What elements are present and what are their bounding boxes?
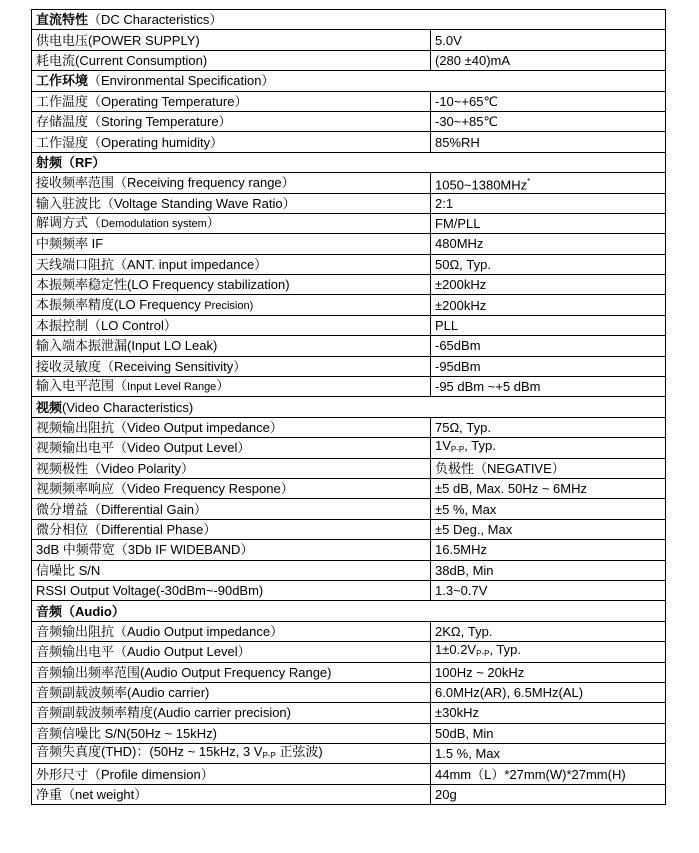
spec-label-text: 输入端本振泄漏(Input LO Leak) bbox=[36, 338, 218, 354]
spec-row bbox=[32, 234, 666, 254]
spec-label-text: 接收灵敏度（Receiving Sensitivity） bbox=[36, 358, 247, 374]
spec-value bbox=[431, 50, 666, 70]
spec-value bbox=[431, 784, 666, 804]
spec-value bbox=[431, 744, 666, 764]
section-title bbox=[32, 601, 666, 621]
spec-label-text: 信噪比 S/N bbox=[36, 562, 101, 578]
spec-row bbox=[32, 356, 666, 376]
spec-value-tail: , Typ. bbox=[464, 438, 496, 454]
spec-label bbox=[32, 234, 431, 254]
spec-label-tail: ） bbox=[206, 215, 220, 231]
section-title-en: (Video Characteristics) bbox=[62, 399, 194, 415]
spec-label-tail: 正弦波) bbox=[275, 744, 323, 760]
spec-value-text: 6.0MHz(AR), 6.5MHz(AL) bbox=[435, 685, 584, 701]
spec-label bbox=[32, 315, 431, 335]
spec-value bbox=[431, 193, 666, 213]
spec-value-text: -10~+65℃ bbox=[435, 93, 499, 109]
spec-value-text: 1±0.2V bbox=[435, 642, 477, 658]
spec-label-text: 微分增益（Differential Gain） bbox=[36, 501, 207, 517]
spec-value bbox=[431, 213, 666, 233]
spec-label-text: 音频输出阻抗（Audio Output impedance） bbox=[36, 623, 284, 639]
section-title-cn: 音频（Audio） bbox=[36, 603, 125, 619]
spec-value bbox=[431, 560, 666, 580]
spec-value-text: 1.5 %, Max bbox=[435, 746, 501, 762]
spec-value-text: 负极性（NEGATIVE） bbox=[435, 460, 565, 476]
spec-label bbox=[32, 417, 431, 437]
spec-row bbox=[32, 744, 666, 764]
spec-row bbox=[32, 91, 666, 111]
spec-value-text: 2:1 bbox=[435, 195, 454, 211]
spec-label bbox=[32, 784, 431, 804]
section-title-cn: 直流特性 bbox=[36, 12, 89, 28]
spec-value-text: -95dBm bbox=[435, 358, 481, 374]
spec-value bbox=[431, 336, 666, 356]
spec-row bbox=[32, 499, 666, 519]
spec-value bbox=[431, 275, 666, 295]
section-title bbox=[32, 10, 666, 30]
spec-value-text: 44mm（L）*27mm(W)*27mm(H) bbox=[435, 766, 626, 782]
spec-label bbox=[32, 377, 431, 397]
spec-value bbox=[431, 662, 666, 682]
spec-row bbox=[32, 50, 666, 70]
spec-label-text: 音频失真度(THD)：(50Hz ~ 15kHz, 3 V bbox=[36, 744, 263, 760]
spec-label-text: 存储温度（Storing Temperature） bbox=[36, 114, 232, 130]
spec-table-body bbox=[32, 10, 666, 805]
spec-label bbox=[32, 132, 431, 152]
spec-row bbox=[32, 621, 666, 641]
spec-value-text: 1050~1380MHz bbox=[435, 176, 528, 192]
spec-value bbox=[431, 478, 666, 498]
spec-label bbox=[32, 662, 431, 682]
section-title-cn: 射频（RF） bbox=[36, 154, 106, 170]
spec-row bbox=[32, 478, 666, 498]
spec-value-text: ±5 Deg., Max bbox=[435, 521, 513, 537]
spec-label bbox=[32, 458, 431, 478]
spec-label bbox=[32, 621, 431, 641]
spec-row bbox=[32, 336, 666, 356]
spec-value bbox=[431, 723, 666, 743]
spec-value-text: -65dBm bbox=[435, 338, 481, 354]
spec-label bbox=[32, 193, 431, 213]
spec-row bbox=[32, 438, 666, 458]
spec-row bbox=[32, 30, 666, 50]
spec-row bbox=[32, 458, 666, 478]
spec-value-text: PLL bbox=[435, 318, 459, 334]
spec-value-text: 5.0V bbox=[435, 32, 462, 48]
spec-row bbox=[32, 642, 666, 662]
spec-value-subscript: P-P bbox=[476, 649, 490, 659]
spec-value bbox=[431, 621, 666, 641]
spec-value-text: 100Hz ~ 20kHz bbox=[435, 664, 525, 680]
spec-value-tail: , Typ. bbox=[489, 642, 522, 658]
spec-row bbox=[32, 315, 666, 335]
spec-value-text: FM/PLL bbox=[435, 216, 481, 232]
spec-label-text: 中频频率 IF bbox=[36, 236, 104, 252]
spec-value bbox=[431, 356, 666, 376]
spec-row bbox=[32, 723, 666, 743]
spec-row bbox=[32, 173, 666, 193]
spec-label-text: 视频频率响应（Video Frequency Respone） bbox=[36, 481, 294, 497]
spec-value bbox=[431, 417, 666, 437]
spec-label-small: Demodulation system bbox=[101, 218, 207, 231]
spec-value bbox=[431, 91, 666, 111]
spec-value-text: (280 ±40)mA bbox=[435, 52, 511, 68]
spec-row bbox=[32, 295, 666, 315]
spec-label bbox=[32, 356, 431, 376]
spec-value bbox=[431, 519, 666, 539]
spec-label bbox=[32, 173, 431, 193]
spec-label bbox=[32, 91, 431, 111]
spec-value-text: ±200kHz bbox=[435, 277, 487, 293]
spec-value-text: 50dB, Min bbox=[435, 725, 494, 741]
spec-label-text: 解调方式（ bbox=[36, 215, 102, 231]
section-title-cn: 工作环境 bbox=[36, 73, 89, 89]
spec-label bbox=[32, 254, 431, 274]
spec-label-text: 天线端口阻抗（ANT. input impedance） bbox=[36, 256, 268, 272]
spec-label-text: 工作湿度（Operating humidity） bbox=[36, 134, 224, 150]
spec-row bbox=[32, 703, 666, 723]
spec-value bbox=[431, 30, 666, 50]
spec-label-text: 净重（net weight） bbox=[36, 787, 148, 803]
spec-label-text: 本振频率精度(LO Frequency bbox=[36, 296, 205, 312]
spec-value-text: 2KΩ, Typ. bbox=[435, 623, 493, 639]
spec-value bbox=[431, 234, 666, 254]
spec-row bbox=[32, 417, 666, 437]
spec-row bbox=[32, 193, 666, 213]
spec-value bbox=[431, 458, 666, 478]
spec-label bbox=[32, 642, 431, 662]
spec-label-text: 耗电流(Current Consumption) bbox=[36, 52, 208, 68]
spec-label-text: 音频副载波频率精度(Audio carrier precision) bbox=[36, 705, 291, 721]
spec-table bbox=[31, 9, 666, 805]
spec-label-text: 音频信噪比 S/N(50Hz ~ 15kHz) bbox=[36, 725, 217, 741]
spec-label bbox=[32, 723, 431, 743]
spec-row bbox=[32, 682, 666, 702]
spec-value bbox=[431, 580, 666, 600]
spec-value-text: 20g bbox=[435, 787, 457, 803]
spec-label-text: 工作温度（Operating Temperature） bbox=[36, 93, 248, 109]
section-title-en: （DC Characteristics） bbox=[88, 12, 223, 28]
spec-value bbox=[431, 499, 666, 519]
spec-label-text: 本振频率稳定性(LO Frequency stabilization) bbox=[36, 277, 290, 293]
spec-value-text: 1V bbox=[435, 438, 451, 454]
spec-label bbox=[32, 540, 431, 560]
spec-value bbox=[431, 540, 666, 560]
spec-value-text: ±5 dB, Max. 50Hz ~ 6MHz bbox=[435, 481, 587, 497]
spec-value-text: 38dB, Min bbox=[435, 562, 494, 578]
spec-label bbox=[32, 30, 431, 50]
section-header-row bbox=[32, 10, 666, 30]
spec-value bbox=[431, 315, 666, 335]
spec-label bbox=[32, 744, 431, 764]
spec-label bbox=[32, 336, 431, 356]
spec-value-text: 85%RH bbox=[435, 134, 480, 150]
spec-row bbox=[32, 764, 666, 784]
spec-value-text: ±200kHz bbox=[435, 297, 487, 313]
spec-label-text: 接收频率范围（Receiving frequency range） bbox=[36, 175, 295, 191]
spec-label-text: 本振控制（LO Control） bbox=[36, 318, 177, 334]
spec-label bbox=[32, 50, 431, 70]
spec-value-text: 75Ω, Typ. bbox=[435, 420, 491, 435]
spec-row bbox=[32, 560, 666, 580]
section-title bbox=[32, 152, 666, 172]
spec-label-text: 3dB 中频带宽（3Db IF WIDEBAND） bbox=[36, 542, 254, 558]
spec-label bbox=[32, 438, 431, 458]
spec-value-text: ±30kHz bbox=[435, 705, 479, 721]
spec-row bbox=[32, 213, 666, 233]
section-header-row bbox=[32, 152, 666, 172]
spec-value-subscript: P-P bbox=[450, 445, 465, 455]
spec-value bbox=[431, 642, 666, 662]
spec-label-text: 输入电平范围（ bbox=[36, 378, 128, 394]
spec-label bbox=[32, 682, 431, 702]
spec-value-text: ±5 %, Max bbox=[435, 501, 497, 517]
spec-value-text: 480MHz bbox=[435, 236, 484, 252]
spec-row bbox=[32, 519, 666, 539]
spec-label-text: 微分相位（Differential Phase） bbox=[36, 521, 217, 537]
spec-row bbox=[32, 377, 666, 397]
spec-value-text: -30~+85℃ bbox=[435, 114, 499, 130]
spec-value-superscript: * bbox=[527, 176, 531, 186]
spec-label-small: Input Level Range bbox=[127, 381, 217, 394]
spec-label bbox=[32, 111, 431, 131]
spec-label-text: 音频输出频率范围(Audio Output Frequency Range) bbox=[36, 664, 332, 680]
spec-row bbox=[32, 132, 666, 152]
spec-label-text: 视频极性（Video Polarity） bbox=[36, 460, 194, 476]
spec-value bbox=[431, 377, 666, 397]
spec-label-text: 视频输出电平（Video Output Level） bbox=[36, 440, 251, 456]
spec-label-text: 外形尺寸（Profile dimension） bbox=[36, 766, 214, 782]
spec-label-text: 输入驻波比（Voltage Standing Wave Ratio） bbox=[36, 195, 296, 211]
section-header-row bbox=[32, 71, 666, 91]
spec-row bbox=[32, 662, 666, 682]
spec-label bbox=[32, 275, 431, 295]
spec-label bbox=[32, 213, 431, 233]
spec-value bbox=[431, 703, 666, 723]
spec-row bbox=[32, 784, 666, 804]
spec-value bbox=[431, 295, 666, 315]
spec-label bbox=[32, 478, 431, 498]
section-title bbox=[32, 397, 666, 417]
spec-row bbox=[32, 540, 666, 560]
spec-row bbox=[32, 580, 666, 600]
spec-row bbox=[32, 275, 666, 295]
spec-label bbox=[32, 560, 431, 580]
spec-value bbox=[431, 438, 666, 458]
section-title-cn: 视频 bbox=[36, 399, 63, 415]
section-header-row bbox=[32, 601, 666, 621]
spec-value-text: 1.3~0.7V bbox=[435, 583, 488, 599]
spec-value-text: 50Ω, Typ. bbox=[435, 256, 491, 272]
spec-label bbox=[32, 764, 431, 784]
section-title-en: （Environmental Specification） bbox=[88, 73, 275, 89]
spec-label-text: RSSI Output Voltage(-30dBm~-90dBm) bbox=[36, 583, 264, 599]
spec-label-text: 音频副载波频率(Audio carrier) bbox=[36, 685, 210, 701]
spec-value bbox=[431, 764, 666, 784]
section-header-row bbox=[32, 397, 666, 417]
spec-label bbox=[32, 580, 431, 600]
spec-row bbox=[32, 111, 666, 131]
spec-label-small: Precision) bbox=[204, 299, 254, 312]
spec-label bbox=[32, 295, 431, 315]
spec-value bbox=[431, 254, 666, 274]
spec-value bbox=[431, 173, 666, 193]
spec-label-text: 视频输出阻抗（Video Output impedance） bbox=[36, 420, 283, 435]
spec-value bbox=[431, 132, 666, 152]
spec-label bbox=[32, 703, 431, 723]
section-title bbox=[32, 71, 666, 91]
spec-row bbox=[32, 254, 666, 274]
spec-label-tail: ） bbox=[216, 378, 230, 394]
spec-label bbox=[32, 499, 431, 519]
spec-label-subscript: P-P bbox=[262, 751, 276, 761]
spec-value-text: -95 dBm ~+5 dBm bbox=[435, 379, 541, 395]
spec-value bbox=[431, 111, 666, 131]
spec-label-text: 音频输出电平（Audio Output Level） bbox=[36, 644, 251, 660]
spec-value bbox=[431, 682, 666, 702]
spec-value-text: 16.5MHz bbox=[435, 542, 488, 558]
spec-label-text: 供电电压(POWER SUPPLY) bbox=[36, 32, 200, 48]
spec-label bbox=[32, 519, 431, 539]
